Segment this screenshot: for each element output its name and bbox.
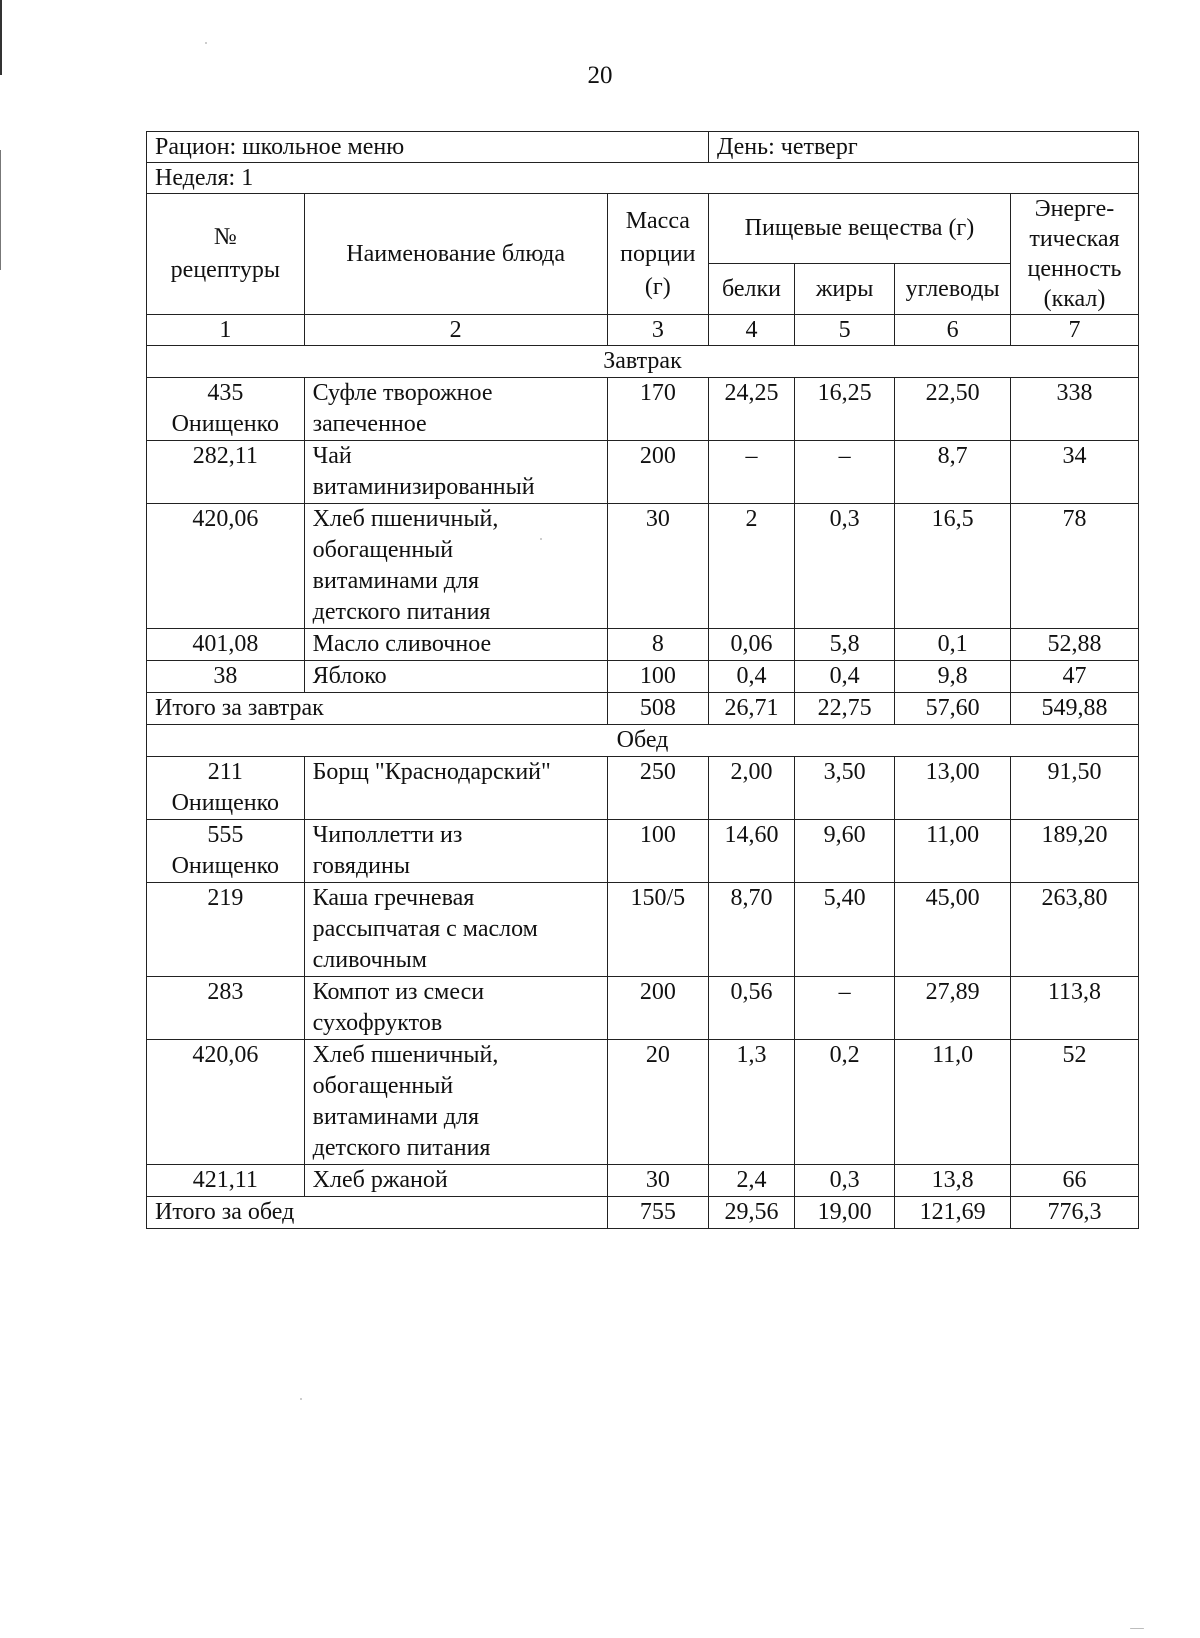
- carbs-value: 8,7: [895, 441, 1011, 504]
- proteins-value: 1,3: [708, 1040, 794, 1165]
- recipe-number: 401,08: [147, 629, 305, 661]
- week-label: Неделя: 1: [147, 163, 1139, 194]
- fats-value: 0,3: [794, 1165, 894, 1197]
- portion-mass: 8: [607, 629, 708, 661]
- total-fats: 19,00: [794, 1197, 894, 1229]
- recipe-number: 420,06: [147, 504, 305, 629]
- proteins-value: 2,4: [708, 1165, 794, 1197]
- section-title-row: [147, 725, 1139, 757]
- total-label: Итого за завтрак: [147, 693, 608, 725]
- fats-value: 0,4: [794, 661, 894, 693]
- dish-row: [147, 661, 1139, 693]
- carbs-value: 11,00: [895, 820, 1011, 883]
- carbs-value: 13,8: [895, 1165, 1011, 1197]
- total-mass: 508: [607, 693, 708, 725]
- total-energy: 549,88: [1010, 693, 1138, 725]
- recipe-number: 435 Онищенко: [147, 378, 305, 441]
- header-proteins: белки: [708, 263, 794, 314]
- fats-value: –: [794, 441, 894, 504]
- energy-value: 338: [1010, 378, 1138, 441]
- ration-row: [147, 132, 1139, 163]
- proteins-value: –: [708, 441, 794, 504]
- section-title: Обед: [147, 725, 1139, 757]
- fats-value: 9,60: [794, 820, 894, 883]
- portion-mass: 250: [607, 757, 708, 820]
- column-number: 4: [708, 315, 794, 346]
- page-number: 20: [587, 62, 613, 89]
- portion-mass: 200: [607, 977, 708, 1040]
- dish-row: [147, 1165, 1139, 1197]
- proteins-value: 0,4: [708, 661, 794, 693]
- section-title: Завтрак: [147, 346, 1139, 378]
- dish-row: [147, 441, 1139, 504]
- header-fats: жиры: [794, 263, 894, 314]
- header-nutrients: Пищевые вещества (г): [708, 194, 1010, 264]
- column-numbers-row: [147, 315, 1139, 346]
- dish-name: Яблоко: [304, 661, 607, 693]
- section-title-row: [147, 346, 1139, 378]
- dish-name: Чай витаминизированный: [304, 441, 607, 504]
- energy-value: 189,20: [1010, 820, 1138, 883]
- scan-edge-mark: [0, 150, 1, 270]
- dish-name: Хлеб пшеничный, обогащенный витаминами для детского питания: [304, 1040, 607, 1165]
- dish-name: Масло сливочное: [304, 629, 607, 661]
- total-proteins: 26,71: [708, 693, 794, 725]
- energy-value: 34: [1010, 441, 1138, 504]
- portion-mass: 100: [607, 661, 708, 693]
- dish-row: [147, 883, 1139, 977]
- proteins-value: 24,25: [708, 378, 794, 441]
- recipe-number: 38: [147, 661, 305, 693]
- energy-value: 66: [1010, 1165, 1138, 1197]
- recipe-number: 283: [147, 977, 305, 1040]
- total-row: [147, 1197, 1139, 1229]
- energy-value: 52,88: [1010, 629, 1138, 661]
- total-carbs: 57,60: [895, 693, 1011, 725]
- column-number: 3: [607, 315, 708, 346]
- total-proteins: 29,56: [708, 1197, 794, 1229]
- dish-name: Борщ "Краснодарский": [304, 757, 607, 820]
- dish-name: Каша гречневая рассыпчатая с маслом сливочным: [304, 883, 607, 977]
- header-carbs: углеводы: [895, 263, 1011, 314]
- dish-row: [147, 977, 1139, 1040]
- ration-label: Рацион: школьное меню: [147, 132, 709, 163]
- fats-value: 5,8: [794, 629, 894, 661]
- carbs-value: 27,89: [895, 977, 1011, 1040]
- portion-mass: 20: [607, 1040, 708, 1165]
- proteins-value: 14,60: [708, 820, 794, 883]
- dish-name: Хлеб ржаной: [304, 1165, 607, 1197]
- recipe-number: 219: [147, 883, 305, 977]
- column-number: 6: [895, 315, 1011, 346]
- menu-table: [146, 131, 1139, 1229]
- week-row: [147, 163, 1139, 194]
- carbs-value: 0,1: [895, 629, 1011, 661]
- proteins-value: 8,70: [708, 883, 794, 977]
- recipe-number: 421,11: [147, 1165, 305, 1197]
- energy-value: 52: [1010, 1040, 1138, 1165]
- total-fats: 22,75: [794, 693, 894, 725]
- dish-row: [147, 504, 1139, 629]
- total-carbs: 121,69: [895, 1197, 1011, 1229]
- scan-speck: [205, 42, 207, 44]
- fats-value: 0,2: [794, 1040, 894, 1165]
- portion-mass: 170: [607, 378, 708, 441]
- dish-name: Чиполлетти из говядины: [304, 820, 607, 883]
- total-mass: 755: [607, 1197, 708, 1229]
- carbs-value: 13,00: [895, 757, 1011, 820]
- energy-value: 91,50: [1010, 757, 1138, 820]
- proteins-value: 0,56: [708, 977, 794, 1040]
- recipe-number: 420,06: [147, 1040, 305, 1165]
- portion-mass: 30: [607, 504, 708, 629]
- total-row: [147, 693, 1139, 725]
- carbs-value: 16,5: [895, 504, 1011, 629]
- header-row: [147, 194, 1139, 264]
- recipe-number: 555 Онищенко: [147, 820, 305, 883]
- portion-mass: 30: [607, 1165, 708, 1197]
- dish-row: [147, 629, 1139, 661]
- proteins-value: 0,06: [708, 629, 794, 661]
- scan-speck: [300, 1398, 302, 1400]
- column-number: 1: [147, 315, 305, 346]
- energy-value: 113,8: [1010, 977, 1138, 1040]
- carbs-value: 9,8: [895, 661, 1011, 693]
- portion-mass: 200: [607, 441, 708, 504]
- dish-row: [147, 378, 1139, 441]
- column-number: 7: [1010, 315, 1138, 346]
- fats-value: 16,25: [794, 378, 894, 441]
- day-label: День: четверг: [708, 132, 1138, 163]
- fats-value: –: [794, 977, 894, 1040]
- total-energy: 776,3: [1010, 1197, 1138, 1229]
- carbs-value: 22,50: [895, 378, 1011, 441]
- header-mass: Масса порции (г): [607, 194, 708, 315]
- carbs-value: 45,00: [895, 883, 1011, 977]
- column-number: 5: [794, 315, 894, 346]
- dish-row: [147, 757, 1139, 820]
- scan-speck: [1130, 1628, 1144, 1629]
- fats-value: 5,40: [794, 883, 894, 977]
- proteins-value: 2,00: [708, 757, 794, 820]
- header-energy: Энерге- тическая ценность (ккал): [1010, 194, 1138, 315]
- header-dish-name: Наименование блюда: [304, 194, 607, 315]
- column-number: 2: [304, 315, 607, 346]
- dish-row: [147, 820, 1139, 883]
- proteins-value: 2: [708, 504, 794, 629]
- energy-value: 47: [1010, 661, 1138, 693]
- carbs-value: 11,0: [895, 1040, 1011, 1165]
- dish-row: [147, 1040, 1139, 1165]
- energy-value: 263,80: [1010, 883, 1138, 977]
- dish-name: Хлеб пшеничный, обогащенный витаминами для детского питания: [304, 504, 607, 629]
- scan-speck: [540, 538, 542, 540]
- portion-mass: 150/5: [607, 883, 708, 977]
- header-recipe-no: № рецептуры: [147, 194, 305, 315]
- portion-mass: 100: [607, 820, 708, 883]
- fats-value: 3,50: [794, 757, 894, 820]
- energy-value: 78: [1010, 504, 1138, 629]
- fats-value: 0,3: [794, 504, 894, 629]
- recipe-number: 211 Онищенко: [147, 757, 305, 820]
- recipe-number: 282,11: [147, 441, 305, 504]
- total-label: Итого за обед: [147, 1197, 608, 1229]
- dish-name: Суфле творожное запеченное: [304, 378, 607, 441]
- dish-name: Компот из смеси сухофруктов: [304, 977, 607, 1040]
